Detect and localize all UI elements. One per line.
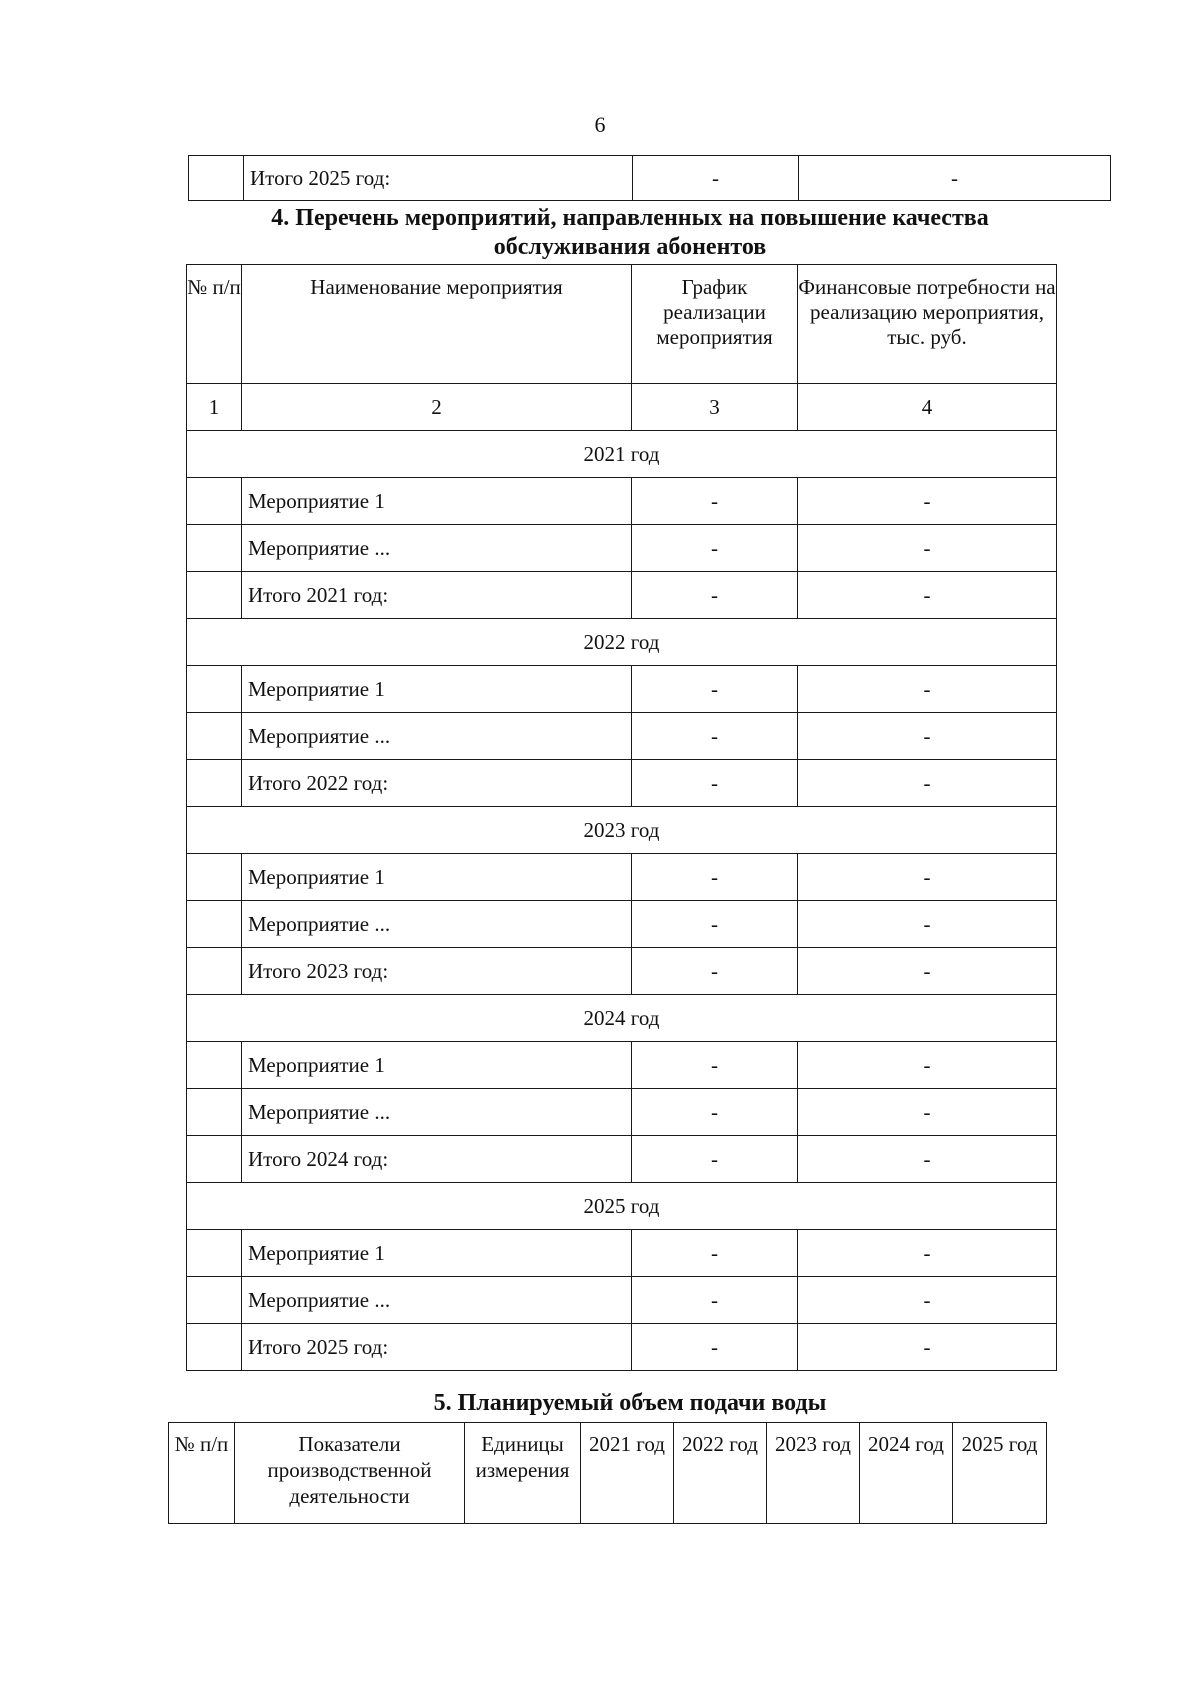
finance-cell: - [798,1042,1057,1089]
header-row [187,265,1057,384]
schedule-cell: - [632,666,798,713]
year-row [187,995,1057,1042]
activity-name-cell: Итого 2025 год: [242,1324,632,1371]
row-number-cell [187,948,242,995]
schedule-cell: - [632,901,798,948]
finance-cell: - [798,948,1057,995]
table-row [187,525,1057,572]
table-row [187,713,1057,760]
table-row [187,572,1057,619]
schedule-cell: - [632,572,798,619]
column-number-row [187,384,1057,431]
activity-name-cell: Итого 2022 год: [242,760,632,807]
header-year: 2023 год [767,1423,860,1524]
finance-cell: - [799,156,1111,201]
finance-cell: - [798,1089,1057,1136]
activity-name-cell: Итого 2025 год: [244,156,633,201]
table-row [187,666,1057,713]
column-number: 2 [242,384,632,431]
row-number-cell [187,525,242,572]
header-schedule: График реализации мероприятия [632,265,798,384]
section4-title [150,204,1110,262]
table-row [187,1324,1057,1371]
activity-name-cell: Мероприятие 1 [242,1042,632,1089]
row-number-cell [187,713,242,760]
finance-cell: - [798,666,1057,713]
year-row [187,619,1057,666]
header-num: № п/п [169,1423,235,1524]
activity-name-cell: Мероприятие 1 [242,666,632,713]
table-row [187,478,1057,525]
row-number-cell [187,666,242,713]
year-label: 2022 год [187,619,1057,666]
row-number-cell [187,1089,242,1136]
year-label: 2023 год [187,807,1057,854]
activity-name-cell: Мероприятие ... [242,901,632,948]
schedule-cell: - [632,713,798,760]
row-number-cell [187,1042,242,1089]
table-row [187,1089,1057,1136]
header-units: Единицы измерения [465,1423,581,1524]
schedule-cell: - [632,1230,798,1277]
table-row [187,948,1057,995]
finance-cell: - [798,1230,1057,1277]
section4-title-line2: обслуживания абонентов [493,234,767,260]
header-year: 2022 год [674,1423,767,1524]
row-number-cell [187,572,242,619]
schedule-cell: - [632,525,798,572]
column-number: 4 [798,384,1057,431]
table-row [187,854,1057,901]
column-number: 3 [632,384,798,431]
finance-cell: - [798,1324,1057,1371]
header-finance: Финансовые потребности на реализацию мероприятия, тыс. руб. [798,265,1057,384]
schedule-cell: - [633,156,799,201]
activity-name-cell: Мероприятие ... [242,525,632,572]
row-number-cell [189,156,244,201]
schedule-cell: - [632,760,798,807]
activity-name-cell: Итого 2021 год: [242,572,632,619]
row-number-cell [187,1230,242,1277]
activity-name-cell: Мероприятие 1 [242,854,632,901]
activities-table [186,264,1057,1371]
activity-name-cell: Мероприятие 1 [242,478,632,525]
year-label: 2021 год [187,431,1057,478]
schedule-cell: - [632,478,798,525]
schedule-cell: - [632,948,798,995]
schedule-cell: - [632,1324,798,1371]
row-number-cell [187,1136,242,1183]
header-indicators: Показатели производственной деятельности [235,1423,465,1524]
schedule-cell: - [632,1089,798,1136]
header-name: Наименование мероприятия [242,265,632,384]
section5-title: 5. Планируемый объем подачи воды [433,1390,827,1416]
finance-cell: - [798,478,1057,525]
row-number-cell [187,901,242,948]
finance-cell: - [798,1277,1057,1324]
finance-cell: - [798,854,1057,901]
header-year: 2024 год [860,1423,953,1524]
finance-cell: - [798,760,1057,807]
row-number-cell [187,478,242,525]
table-row [187,901,1057,948]
table-row [187,1230,1057,1277]
header-row [169,1423,1047,1524]
year-row [187,807,1057,854]
header-num: № п/п [187,265,242,384]
row-number-cell [187,1324,242,1371]
table-row [187,760,1057,807]
activity-name-cell: Мероприятие 1 [242,1230,632,1277]
carryover-table [188,155,1111,201]
finance-cell: - [798,901,1057,948]
schedule-cell: - [632,854,798,901]
finance-cell: - [798,713,1057,760]
year-label: 2025 год [187,1183,1057,1230]
header-year: 2025 год [953,1423,1047,1524]
schedule-cell: - [632,1042,798,1089]
activity-name-cell: Мероприятие ... [242,1277,632,1324]
finance-cell: - [798,525,1057,572]
row-number-cell [187,760,242,807]
table-row [187,1277,1057,1324]
table-row [189,156,1111,201]
water-supply-table [168,1422,1047,1524]
year-row [187,1183,1057,1230]
year-label: 2024 год [187,995,1057,1042]
section4-title-line1: 4. Перечень мероприятий, направленных на повышение качества [271,205,989,231]
activity-name-cell: Мероприятие ... [242,1089,632,1136]
header-year: 2021 год [581,1423,674,1524]
activity-name-cell: Мероприятие ... [242,713,632,760]
table-row [187,1042,1057,1089]
row-number-cell [187,854,242,901]
row-number-cell [187,1277,242,1324]
finance-cell: - [798,572,1057,619]
column-number: 1 [187,384,242,431]
page-number: 6 [594,112,606,137]
finance-cell: - [798,1136,1057,1183]
year-row [187,431,1057,478]
schedule-cell: - [632,1136,798,1183]
activity-name-cell: Итого 2024 год: [242,1136,632,1183]
schedule-cell: - [632,1277,798,1324]
table-row [187,1136,1057,1183]
activity-name-cell: Итого 2023 год: [242,948,632,995]
